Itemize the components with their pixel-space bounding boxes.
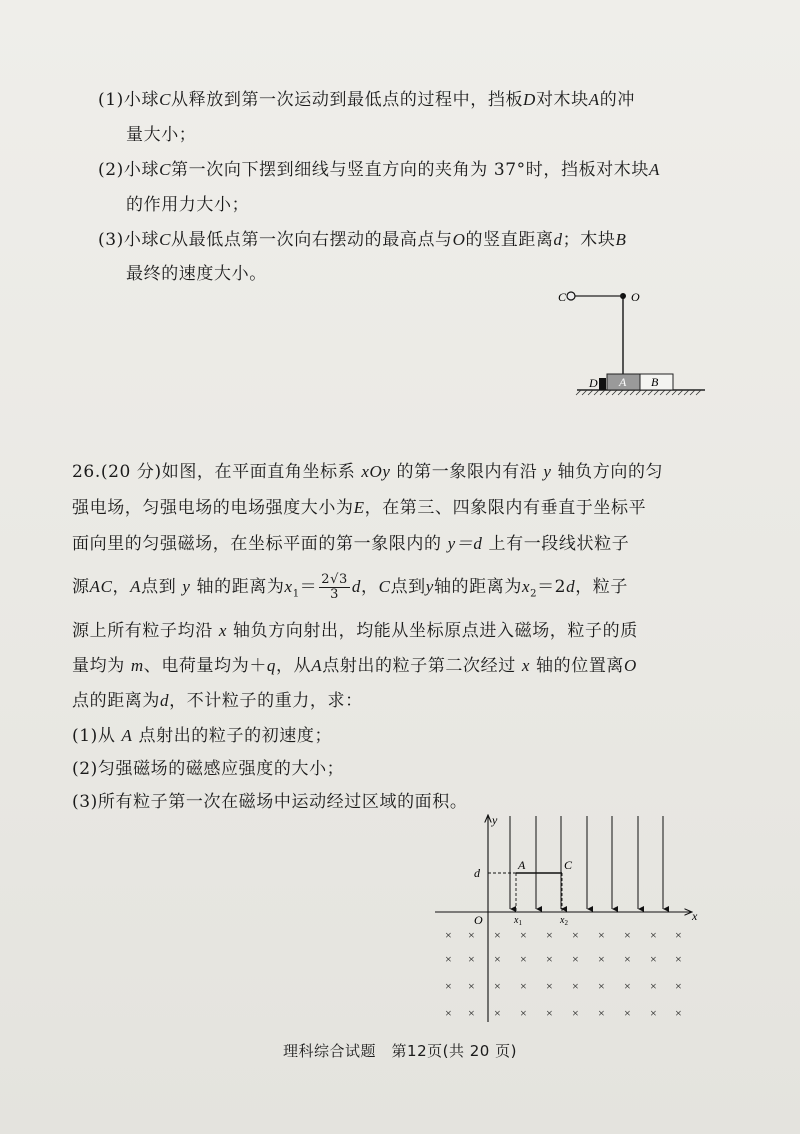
cross-mark: × bbox=[546, 928, 553, 942]
q25-part2-line2: 的作用力大小； bbox=[126, 195, 250, 215]
cross-mark: × bbox=[445, 979, 452, 993]
label-C: C bbox=[558, 290, 567, 304]
q25-part3-line1: (3)小球C从最低点第一次向右摆动的最高点与O的竖直距离d；木块B bbox=[98, 230, 627, 250]
q25-part1-line1: (1)小球C从释放到第一次运动到最低点的过程中，挡板D对木块A的冲 bbox=[98, 90, 635, 110]
cross-mark: × bbox=[494, 1006, 501, 1020]
cross-mark: × bbox=[624, 1006, 631, 1020]
cross-mark: × bbox=[650, 1006, 657, 1020]
label-B: B bbox=[651, 375, 659, 389]
cross-mark: × bbox=[624, 979, 631, 993]
cross-mark: × bbox=[650, 928, 657, 942]
cross-mark: × bbox=[624, 952, 631, 966]
q26-line5: 源上所有粒子均沿 x 轴负方向射出，均能从坐标原点进入磁场，粒子的质 bbox=[72, 621, 638, 641]
cross-mark: × bbox=[468, 979, 475, 993]
cross-mark: × bbox=[445, 1006, 452, 1020]
q25-part2-line1: (2)小球C第一次向下摆到细线与竖直方向的夹角为 37°时，挡板对木块A bbox=[98, 160, 660, 180]
ball-C bbox=[567, 292, 575, 300]
cross-mark: × bbox=[468, 928, 475, 942]
cross-mark: × bbox=[675, 1006, 682, 1020]
q25-part1-line2: 量大小； bbox=[126, 125, 197, 145]
cross-mark: × bbox=[572, 928, 579, 942]
cross-mark: × bbox=[445, 928, 452, 942]
fraction-2sqrt3-over-3: $\frac{2√3}{3}$ bbox=[321, 572, 348, 602]
x2-label: $x_2$ bbox=[560, 915, 568, 927]
cross-mark: × bbox=[572, 952, 579, 966]
cross-mark: × bbox=[598, 979, 605, 993]
stop-D bbox=[599, 378, 606, 390]
cross-mark: × bbox=[675, 979, 682, 993]
q25-part3-line2: 最终的速度大小。 bbox=[126, 264, 267, 284]
q25-figure bbox=[555, 282, 715, 402]
cross-mark: × bbox=[546, 1006, 553, 1020]
cross-mark: × bbox=[650, 952, 657, 966]
cross-mark: × bbox=[675, 928, 682, 942]
cross-mark: × bbox=[546, 979, 553, 993]
y-axis-label: y bbox=[492, 813, 498, 827]
cross-mark: × bbox=[494, 952, 501, 966]
d-label: d bbox=[474, 866, 480, 880]
cross-mark: × bbox=[520, 928, 527, 942]
magnetic-field-crosses bbox=[445, 928, 682, 1020]
cross-mark: × bbox=[598, 928, 605, 942]
q26-sub1: (1)从 A 点射出的粒子的初速度； bbox=[72, 726, 333, 746]
cross-mark: × bbox=[650, 979, 657, 993]
cross-mark: × bbox=[494, 979, 501, 993]
q26-line7: 点的距离为d，不计粒子的重力，求： bbox=[72, 691, 363, 711]
cross-mark: × bbox=[520, 1006, 527, 1020]
electric-field-arrows bbox=[510, 816, 663, 909]
cross-mark: × bbox=[598, 952, 605, 966]
label-A: A bbox=[518, 858, 526, 872]
q26-line1: 26.(20 分)如图，在平面直角坐标系 xOy 的第一象限内有沿 y 轴负方向的匀 bbox=[72, 462, 664, 482]
q26-line2: 强电场，匀强电场的电场强度大小为E，在第三、四象限内有垂直于坐标平 bbox=[72, 498, 647, 518]
cross-mark: × bbox=[675, 952, 682, 966]
cross-mark: × bbox=[445, 952, 452, 966]
q26-line3: 面向里的匀强磁场，在坐标平面的第一象限内的 y＝d 上有一段线状粒子 bbox=[72, 534, 630, 554]
cross-mark: × bbox=[468, 1006, 475, 1020]
cross-mark: × bbox=[468, 952, 475, 966]
x-axis-label: x bbox=[692, 909, 698, 923]
q26-sub2: (2)匀强磁场的磁感应强度的大小； bbox=[72, 759, 345, 779]
q26-figure bbox=[430, 810, 710, 1025]
cross-mark: × bbox=[598, 1006, 605, 1020]
cross-mark: × bbox=[520, 979, 527, 993]
label-D: D bbox=[589, 376, 598, 390]
label-A: A bbox=[619, 375, 627, 389]
origin-label: O bbox=[474, 913, 483, 927]
label-O: O bbox=[631, 290, 640, 304]
q26-sub3: (3)所有粒子第一次在磁场中运动经过区域的面积。 bbox=[72, 792, 468, 812]
cross-mark: × bbox=[546, 952, 553, 966]
x1-label: $x_1$ bbox=[514, 915, 522, 927]
label-C: C bbox=[564, 858, 573, 872]
cross-mark: × bbox=[572, 979, 579, 993]
cross-mark: × bbox=[520, 952, 527, 966]
cross-mark: × bbox=[624, 928, 631, 942]
page-footer: 理科综合试题 第12页(共 20 页) bbox=[283, 1042, 517, 1060]
q26-line4: 源AC，A点到 y 轴的距离为$x_1=$ $\frac{2√3}{3}$ d，C点到y轴的距离为$x_2=2d$，粒子 bbox=[72, 572, 629, 602]
q26-line6: 量均为 m、电荷量均为＋q，从A点射出的粒子第二次经过 x 轴的位置离O bbox=[72, 656, 637, 676]
cross-mark: × bbox=[494, 928, 501, 942]
cross-mark: × bbox=[572, 1006, 579, 1020]
